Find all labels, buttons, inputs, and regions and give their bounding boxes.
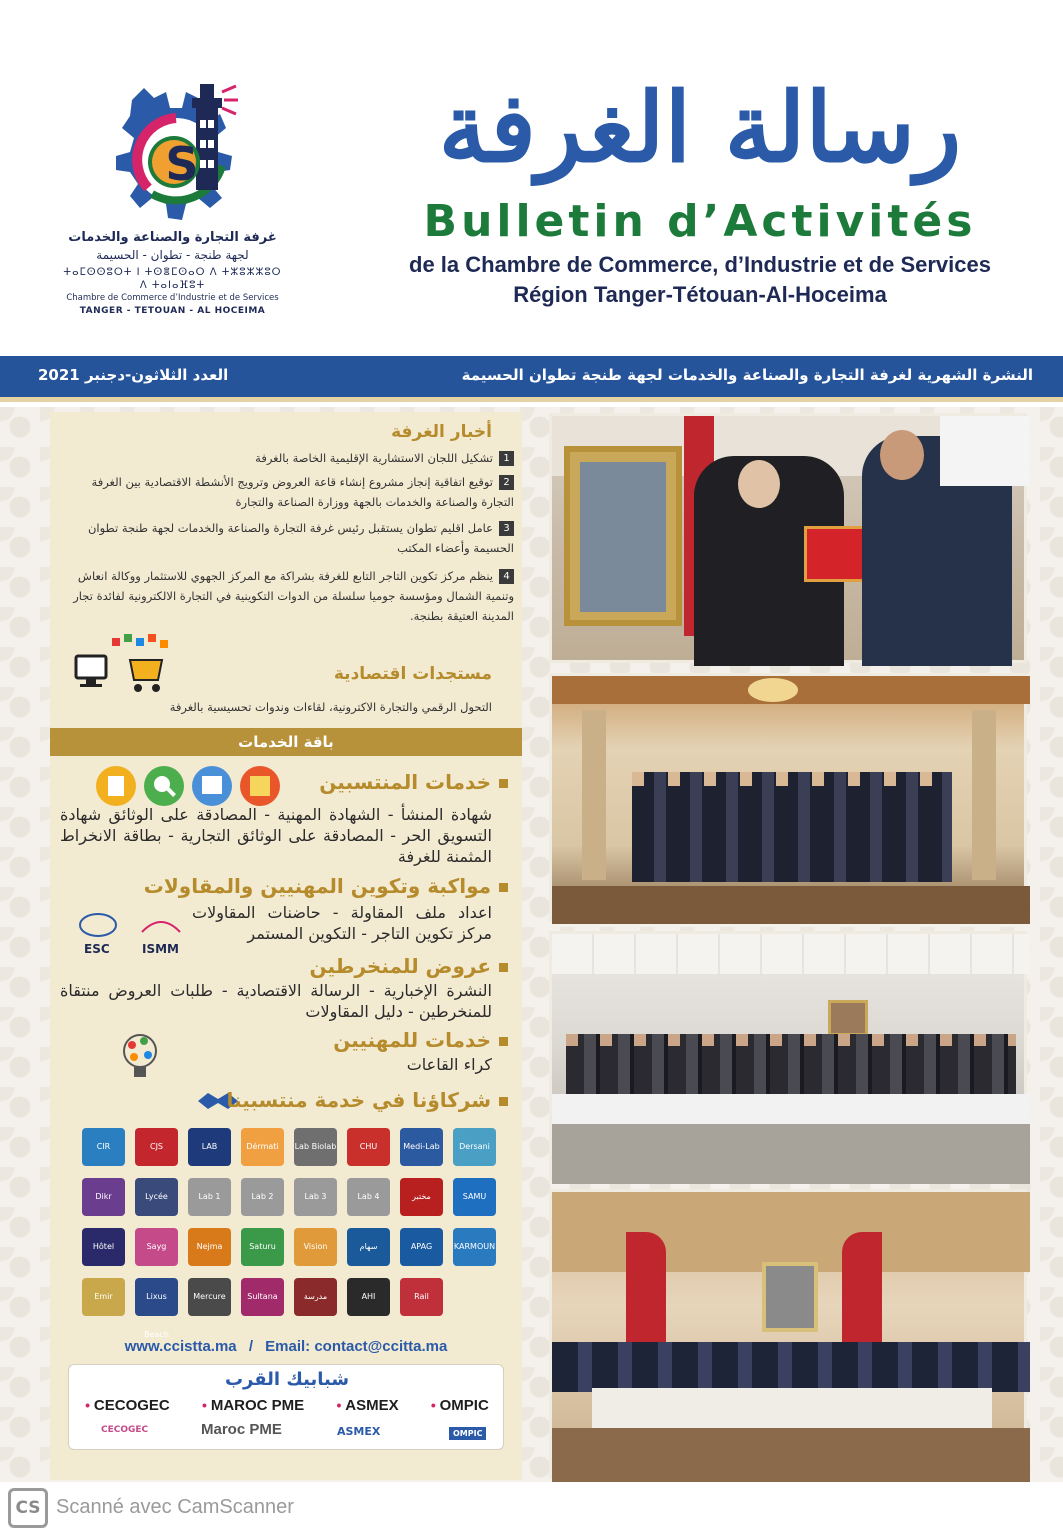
partner-logo: Saturu [241, 1228, 284, 1266]
members-services-heading: خدمات المنتسبين [319, 770, 508, 794]
partners-grid [78, 1124, 508, 1339]
chamber-logo [60, 70, 285, 320]
ismm-label: ISMM [142, 942, 179, 956]
logo-region-ar: لجهة طنجة - تطوان - الحسيمة [96, 248, 249, 262]
economy-heading: مستجدات اقتصادية [333, 664, 492, 684]
contact-separator: / [248, 1338, 253, 1355]
photo-meeting-group [549, 931, 1027, 1181]
partner-logo: Rail [400, 1278, 443, 1316]
partner-logo: Sayg [135, 1228, 178, 1266]
lightbulb-icon [110, 1027, 170, 1087]
bullet-square-icon [499, 963, 508, 972]
offers-text: النشرة الإخبارية - الرسالة الاقتصادية - طلبات العروض منتقاة للمنخرطين - دليل المقاولات [60, 981, 492, 1021]
proximity-windows-box [68, 1364, 504, 1450]
logo-name-fr: Chambre de Commerce d’Industrie et de Services [66, 293, 279, 303]
news-item-text: ينظم مركز تكوين التاجر التابع للغرفة بشراكة مع المركز الجهوي للاستثمار ووكالة انعاش وتنمية الشمال ومؤسسة جوميا سلسلة من الدوات التكوينية في التجارة الالكترونية لفائدة تجار المدينة العتيقة بطنجة. [73, 569, 514, 623]
proximity-windows-title: شبابيك القرب [224, 1369, 350, 1390]
scanner-footer [0, 1482, 1063, 1536]
partner-logo: مختبر [400, 1178, 443, 1216]
logo-name-ar: غرفة التجارة والصناعة والخدمات [68, 230, 277, 245]
partner-logo: Lixus Beach [135, 1278, 178, 1316]
partner-logo: Lab 4 [347, 1178, 390, 1216]
partner-logo: Medi-Lab [400, 1128, 443, 1166]
content-panel [50, 412, 522, 1480]
partner-logo: Lycée [135, 1178, 178, 1216]
members-services-text: شهادة المنشأ - الشهادة المهنية - المصادقة على الوثائق شهادة التسويق الحر - المصادقة على الوثائق التجارية - بطاقة الانخراط المثمنة للغرفة [60, 805, 492, 866]
logo-cities: TANGER - TETOUAN - AL HOCEIMA [79, 306, 266, 316]
bulletin-title-ar: رسالة الغرفة [438, 71, 962, 184]
esc-logo-icon [78, 912, 118, 938]
offers-heading: عروض للمنخرطين [309, 954, 508, 978]
camscanner-logo-icon: CS [8, 1488, 48, 1528]
svg-text:S: S [165, 137, 199, 191]
masthead [0, 0, 1063, 356]
partner-logo: Vision [294, 1228, 337, 1266]
ismm-logo-icon [138, 914, 184, 936]
services-bar: باقة الخدمات [50, 728, 522, 756]
bullet-square-icon [499, 883, 508, 892]
proximity-logos [69, 1419, 505, 1447]
news-item-1 [64, 448, 514, 468]
news-item-text: تشكيل اللجان الاستشارية الإقليمية الخاصة بالغرفة [255, 451, 493, 465]
marocpme-logo: Maroc PME [201, 1421, 282, 1438]
bullet-square-icon [499, 779, 508, 788]
ompic-logo: OMPIC [449, 1427, 486, 1440]
photo-group-delegation [549, 673, 1027, 921]
email-link[interactable]: Email: contact@ccitta.ma [265, 1338, 448, 1355]
partner-logo: KARMOUN [453, 1228, 496, 1266]
bulletin-title-fr: Bulletin d’Activités [423, 196, 977, 247]
partner-logo: Lab 1 [188, 1178, 231, 1216]
partner-logo: SAMU [453, 1178, 496, 1216]
news-item-text: عامل اقليم تطوان يستقبل رئيس غرفة التجارة والصناعة والخدمات لجهة طنجة تطوان الحسيمة وأعضاء المكتب [87, 521, 514, 555]
partner-logo: AHI [347, 1278, 390, 1316]
news-item-number: 4 [499, 569, 514, 584]
photo-agreement-signing [549, 413, 1027, 663]
issue-band [0, 356, 1063, 402]
news-heading: أخبار الغرفة [391, 422, 492, 442]
logo-tifinagh: ⵜⴰⵎⵙⵙⵓⵔⵜ ⵏ ⵜⵙⴻⵎⵙⴰⵔ ⴷ ⵜⵣⵓⵣⵣⵓⵔ ⴷ ⵜⴰⵏⴰⴼⵓⵜ [63, 267, 282, 291]
partner-logo: مدرسة [294, 1278, 337, 1316]
support-heading: مواكبة وتكوين المهنيين والمقاولات [144, 874, 508, 898]
partner-logo: Lab 3 [294, 1178, 337, 1216]
partner-logo: Hôtel [82, 1228, 125, 1266]
ecommerce-icon [72, 630, 182, 700]
proximity-windows-list [69, 1397, 505, 1414]
partner-logo: Lab Biolab [294, 1128, 337, 1166]
contact-line [50, 1338, 522, 1355]
pros-heading: خدمات للمهنيين [333, 1028, 508, 1052]
news-item-text: توقيع اتفاقية إنجاز مشروع إنشاء قاعة العروض وترويج الأنشطة الاقتصادية بين الغرفة التجارة والصناعة والخدمات بالجهة ووزارة الصناعة والتجارة [91, 475, 514, 509]
bulletin-subtitle-1: de la Chambre de Commerce, d’Industrie et de Services [409, 252, 991, 277]
news-item-3 [64, 518, 514, 558]
camscanner-watermark: Scanné avec CamScanner [56, 1496, 294, 1518]
partner-logo: سهام [347, 1228, 390, 1266]
esc-label: ESC [84, 942, 110, 956]
partner-logo: Emir [82, 1278, 125, 1316]
partner-logo: Sultana [241, 1278, 284, 1316]
partners-heading: شركاؤنا في خدمة منتسبينا [227, 1088, 508, 1112]
cecogec-logo: CECOGEC [101, 1425, 149, 1435]
band-issue-number: العدد الثلاثون-دجنبر 2021 [38, 366, 229, 384]
partner-logo: CHU [347, 1128, 390, 1166]
bulletin-subtitle-2: Région Tanger-Tétouan-Al-Hoceima [513, 282, 887, 307]
proximity-item: • OMPIC [430, 1397, 489, 1414]
support-text: اعداد ملف المقاولة - حاضنات المقاولات مركز تكوين التاجر - التكوين المستمر [192, 903, 492, 943]
partner-logo: Dikr [82, 1178, 125, 1216]
asmex-logo: ASMEX [337, 1425, 381, 1438]
partner-logo: CIR [82, 1128, 125, 1166]
bullet-square-icon [499, 1037, 508, 1046]
proximity-item: • MAROC PME [202, 1397, 305, 1414]
news-item-4 [64, 566, 514, 626]
partner-logo: Dérmati [241, 1128, 284, 1166]
partner-logo: Dersani [453, 1128, 496, 1166]
esc-ismm-logos [72, 912, 192, 960]
news-item-number: 2 [499, 475, 514, 490]
partner-logo: APAG [400, 1228, 443, 1266]
news-item-number: 1 [499, 451, 514, 466]
partner-logo: CJS [135, 1128, 178, 1166]
economy-text: التحول الرقمي والتجارة الاكترونية، لقاءات وندوات تحسيسية بالغرفة [169, 700, 492, 714]
photo-board-meeting [549, 1189, 1027, 1479]
proximity-item: • CECOGEC [85, 1397, 170, 1414]
partner-logo: Lab 2 [241, 1178, 284, 1216]
band-newsletter-text: النشرة الشهرية لغرفة التجارة والصناعة والخدمات لجهة طنجة تطوان الحسيمة [461, 366, 1033, 384]
services-icons [94, 764, 294, 808]
bullet-square-icon [499, 1097, 508, 1106]
news-item-2 [64, 472, 514, 512]
website-link[interactable]: www.ccistta.ma [124, 1338, 237, 1355]
partner-logo: LAB [188, 1128, 231, 1166]
pros-text: كراء القاعات [406, 1055, 492, 1074]
logo-letter-icon [152, 137, 212, 191]
partner-logo: Mercure [188, 1278, 231, 1316]
partner-logo: Nejma [188, 1228, 231, 1266]
proximity-item: • ASMEX [336, 1397, 399, 1414]
news-item-number: 3 [499, 521, 514, 536]
